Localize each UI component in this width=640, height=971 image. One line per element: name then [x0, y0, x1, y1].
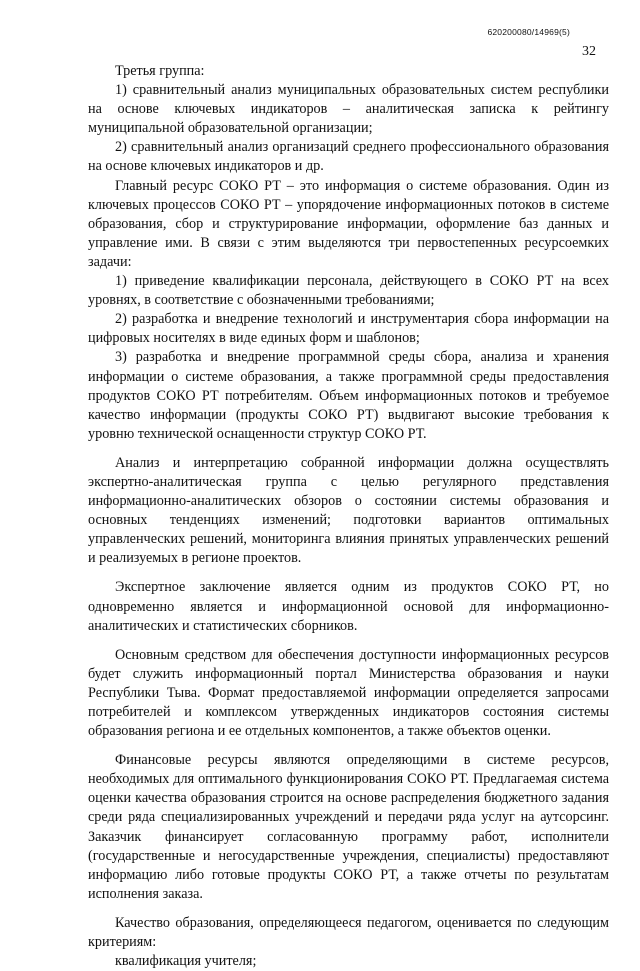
paragraph-portal: Основным средством для обеспечения доступности информационных ресурсов будет служить информационный портал Министерства образования и науки Республики Тыва. Формат предоставляемой информации определяется запросами потребителей и комплексом утвержденных индикаторов состояния системы образования региона и ее отдельных компонентов, а также объектов оценки. [88, 646, 609, 740]
paragraph-quality-criteria: Качество образования, определяющееся педагогом, оценивается по следующим критериям: [88, 914, 609, 951]
paragraph-main-resource: Главный ресурс СОКО РТ – это информация о системе образования. Один из ключевых процессов СОКО РТ – упорядочение информационных потоков в системе образования, сбор и структурирование информации, оформление баз данных и управление ими. В связи с этим выделяются три первостепенных ресурсоемких задачи: [88, 177, 609, 270]
document-body [88, 62, 609, 971]
page-number: 32 [582, 44, 596, 59]
paragraph-task-2: 2) разработка и внедрение технологий и инструментария сбора информации на цифровых носителях в виде единых форм и шаблонов; [88, 311, 609, 347]
paragraph-task-3: 3) разработка и внедрение программной среды сбора, анализа и хранения информации о системе образования, а также программной среды предоставления продуктов СОКО РТ потребителям. Объем информационных потоков и требуемое качество информации (продукты СОКО РТ) выдвигают высокие требования к уровню технической оснащенности структур СОКО РТ. [88, 349, 609, 442]
paragraph-group-heading: Третья группа: [115, 63, 205, 79]
paragraph-item-1: 1) сравнительный анализ муниципальных образовательных систем республики на основе ключевых индикаторов – аналитическая записка к рейтингу муниципальной образовательной организации; [88, 82, 609, 137]
paragraph-item-2: 2) сравнительный анализ организаций среднего профессионального образования на основе ключевых индикаторов и др. [88, 139, 609, 175]
paragraph-criterion-1: квалификация учителя; [115, 953, 257, 970]
document-code: 620200080/14969(5) [487, 27, 570, 37]
paragraph-task-1: 1) приведение квалификации персонала, действующего в СОКО РТ на всех уровнях, в соответствие с обозначенными требованиями; [88, 273, 609, 309]
paragraph-financial-resources: Финансовые ресурсы являются определяющими в системе ресурсов, необходимых для оптимального функционирования СОКО РТ. Предлагаемая система оценки качества образования строится на основе распределения бюджетного задания среди ряда специализированных учреждений и передачи ряда услуг на аутсорсинг. Заказчик финансирует согласованную программу работ, исполнители (государственные и негосударственные учреждения, специалисты) предоставляют информацию либо готовые продукты СОКО РТ, а также отчеты по результатам исполнения заказа. [88, 752, 609, 902]
paragraph-analysis: Анализ и интерпретацию собранной информации должна осуществлять экспертно-аналитическая группа с целью регулярного представления информационно-аналитических обзоров о состоянии системы образования и основных тенденциях изменений; подготовки вариантов оптимальных управленческих решений, мониторинга влияния принятых управленческих решений и реализуемых в регионе проектов. [88, 454, 609, 567]
paragraph-expert-conclusion: Экспертное заключение является одним из продуктов СОКО РТ, но одновременно является и информационной основой для информационно-аналитических и статистических сборников. [88, 579, 609, 634]
